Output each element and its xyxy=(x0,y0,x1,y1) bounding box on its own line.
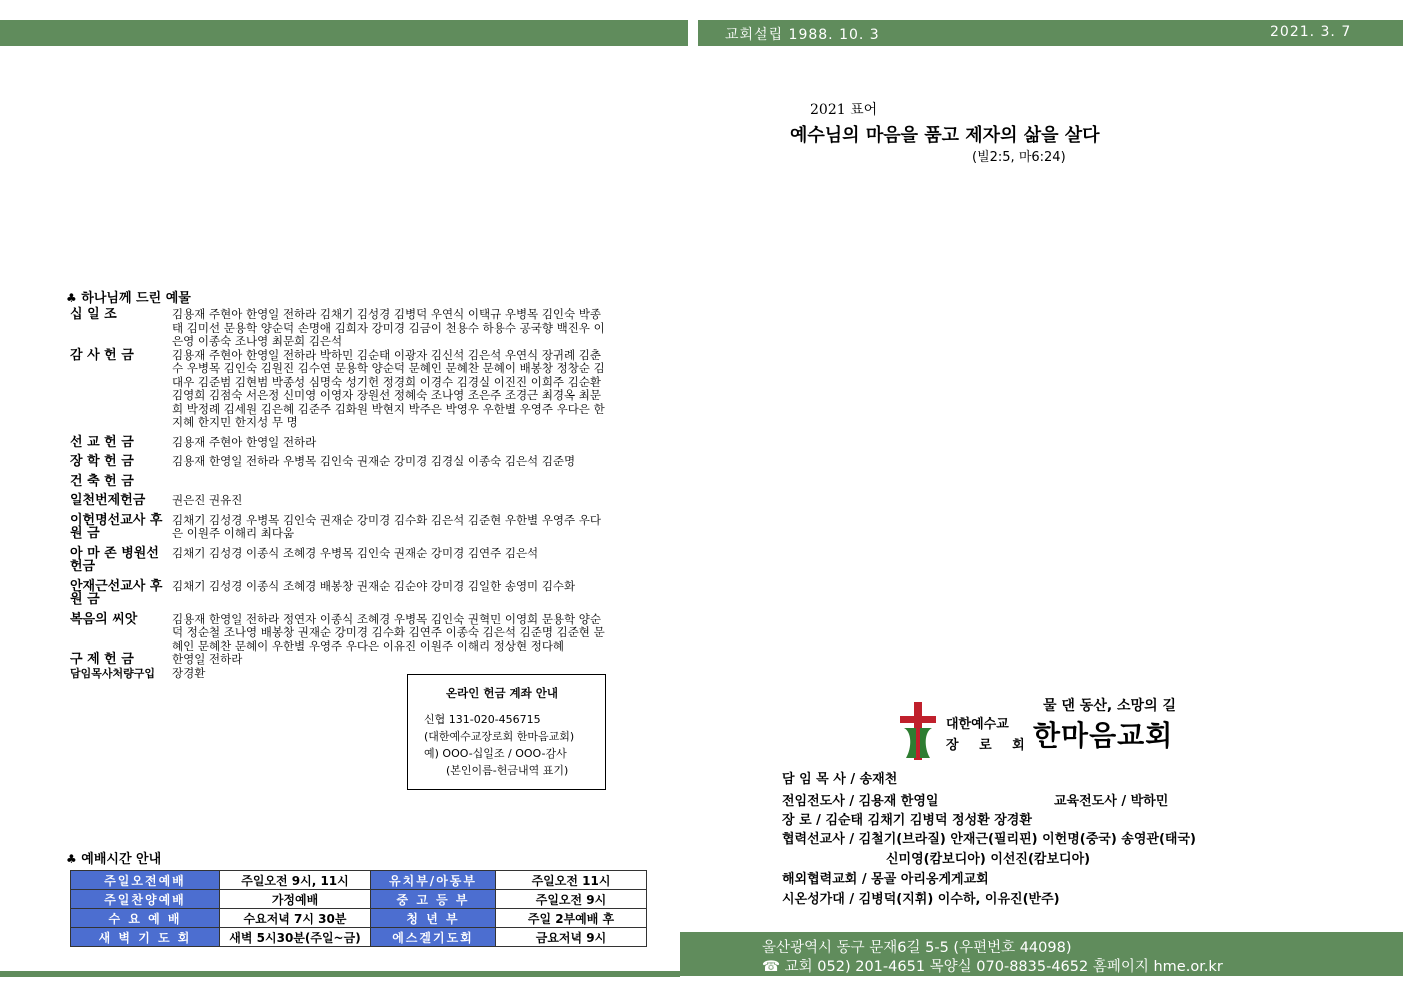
club-icon: ♣ xyxy=(66,852,77,866)
table-row: 장 학 헌 금 김용재 한영일 전하라 우병목 김인숙 권재순 강미경 김경실 이종숙 김은석 김준명 xyxy=(70,454,576,469)
staff-elders: 장 로 / 김순태 김채기 김병덕 정성환 장경환 xyxy=(782,813,1032,828)
staff-choir: 시온성가대 / 김병덕(지휘) 이수하, 이유진(반주) xyxy=(782,892,1060,907)
top-bar xyxy=(0,20,1403,46)
denomination-line1: 대한예수교 xyxy=(946,717,1009,732)
account-holder: (대한예수교장로회 한마음교회) xyxy=(424,730,575,743)
established-date: 교회설립 1988. 10. 3 xyxy=(725,27,880,43)
table-row: 수 요 예 배 수요저녁 7시 30분 청 년 부 주일 2부예배 후 xyxy=(71,909,647,928)
table-row: 새 벽 기 도 회 새벽 5시30분(주일~금) 에스겔기도회 금요저녁 9시 xyxy=(71,928,647,947)
table-row: 십 일 조 김용재 주현아 한영일 전하라 김채기 김성경 김병덕 우연식 이택규 우병목 김인숙 박종태 김미선 문용학 양순덕 손명애 김희자 강미경 김금이 천용수 하용수 공국향 백진우 이은영 이종숙 조나영 최문희 김은석 xyxy=(70,307,605,348)
table-row: 구 제 헌 금 한영일 전하라 xyxy=(70,652,243,667)
account-number: 신협 131-020-456715 xyxy=(424,713,541,726)
table-row: 아 마 존 병원선헌금 김채기 김성경 이종식 조혜경 우병목 김인숙 권재순 강미경 김연주 김은석 xyxy=(70,545,539,574)
table-row: 감 사 헌 금 김용재 주현아 한영일 전하라 박하민 김순태 이광자 김신석 김은석 우연식 장귀례 김춘수 우병목 김인숙 김원진 김수연 문용학 양순덕 문혜인 문혜찬 문혜이 배봉창 정창순 김대우 김준범 김현범 박종성 심명숙 성기헌 정경희 이경수 김경실 이진진 이희주 김순환 김영희 김점숙 서은정 신미영 이영자 장원선 정혜숙 조나영 조은주 조경근 최경옥 최문희 박정례 김세원 김은혜 김준주 김화원 박현지 박주은 박영우 우한별 우영주 우다은 한지혜 한지민 한지성 무 명 xyxy=(70,347,605,429)
club-icon: ♣ xyxy=(66,291,77,305)
offerings-table xyxy=(70,308,612,680)
offerings-heading: ♣ 하나님께 드린 예물 xyxy=(66,291,191,306)
motto-label: 2021 표어 xyxy=(810,102,878,118)
staff-ministers: 전임전도사 / 김용재 한영일 xyxy=(782,794,939,809)
motto-text: 예수님의 마음을 품고 제자의 삶을 살다 xyxy=(790,125,1100,146)
table-row: 선 교 헌 금 김용재 주현아 한영일 전하라 xyxy=(70,434,317,450)
worship-schedule-table xyxy=(70,870,647,947)
table-row: 주일오전예배 주일오전 9시, 11시 유치부/아동부 주일오전 11시 xyxy=(71,871,647,890)
church-address: 울산광역시 동구 문재6길 5-5 (우편번호 44098) xyxy=(762,940,1072,956)
table-row: 이헌명선교사 후 원 금 김채기 김성경 우병목 김인숙 권재순 강미경 김수화 김은석 김준현 우한별 우영주 우다은 이원주 이해리 최다움 xyxy=(70,512,602,541)
table-row: 담임목사처량구입 장경환 xyxy=(70,665,206,680)
staff-education-minister: 교육전도사 / 박하민 xyxy=(1054,794,1169,809)
footer-bar xyxy=(680,932,1403,976)
staff-missionaries-cont: 신미영(캄보디아) 이선진(캄보디아) xyxy=(886,852,1091,867)
staff-missionaries: 협력선교사 / 김철기(브라질) 안재근(필리핀) 이헌명(중국) 송영관(태국) xyxy=(782,832,1196,847)
table-row: 주일찬양예배 가정예배 중 고 등 부 주일오전 9시 xyxy=(71,890,647,909)
table-row: 건 축 헌 금 xyxy=(70,473,134,489)
table-row: 안재근선교사 후 원 금 김채기 김성경 이종식 조혜경 배봉창 권재순 김순야 강미경 김일한 송영미 김수화 xyxy=(70,578,576,607)
bulletin-date: 2021. 3. 7 xyxy=(1270,24,1352,40)
denomination-line2: 장 로 회 xyxy=(946,738,1033,753)
cross-icon xyxy=(898,702,938,760)
worship-heading: ♣ 예배시간 안내 xyxy=(66,852,162,867)
bottom-line xyxy=(0,971,680,977)
church-contact: ☎ 교회 052) 201-4651 목양실 070-8835-4652 홈페이지 hme.or.kr xyxy=(762,959,1223,975)
example-format: 예) OOO-십일조 / OOO-감사 xyxy=(424,747,567,760)
table-row: 일천번제헌금 권은진 권유진 xyxy=(70,493,243,508)
online-offering-box xyxy=(407,674,606,790)
church-tagline: 물 댄 동산, 소망의 길 xyxy=(1043,698,1177,714)
motto-reference: (빌2:5, 마6:24) xyxy=(972,150,1066,165)
online-title: 온라인 헌금 계좌 안내 xyxy=(446,686,558,700)
format-note: (본인이름-헌금내역 표기) xyxy=(446,764,569,777)
staff-partner-church: 해외협력교회 / 몽골 아리옹게게교회 xyxy=(782,872,989,887)
church-logo xyxy=(898,700,1198,762)
table-row: 복음의 씨앗 김용재 한영일 전하라 정연자 이종식 조혜경 우병목 김인숙 권혁민 이영희 문용학 양순덕 정순철 조나영 배봉창 권재순 강미경 김수화 김연주 이종숙 김은석 김준명 김준현 문혜인 문혜찬 문혜이 우한별 우영주 우다은 이유진 이원주 이해리 정상현 정다혜 xyxy=(70,611,605,653)
staff-senior-pastor: 담 임 목 사 / 송재천 xyxy=(782,772,898,787)
church-name: 한마음교회 xyxy=(1033,719,1174,752)
